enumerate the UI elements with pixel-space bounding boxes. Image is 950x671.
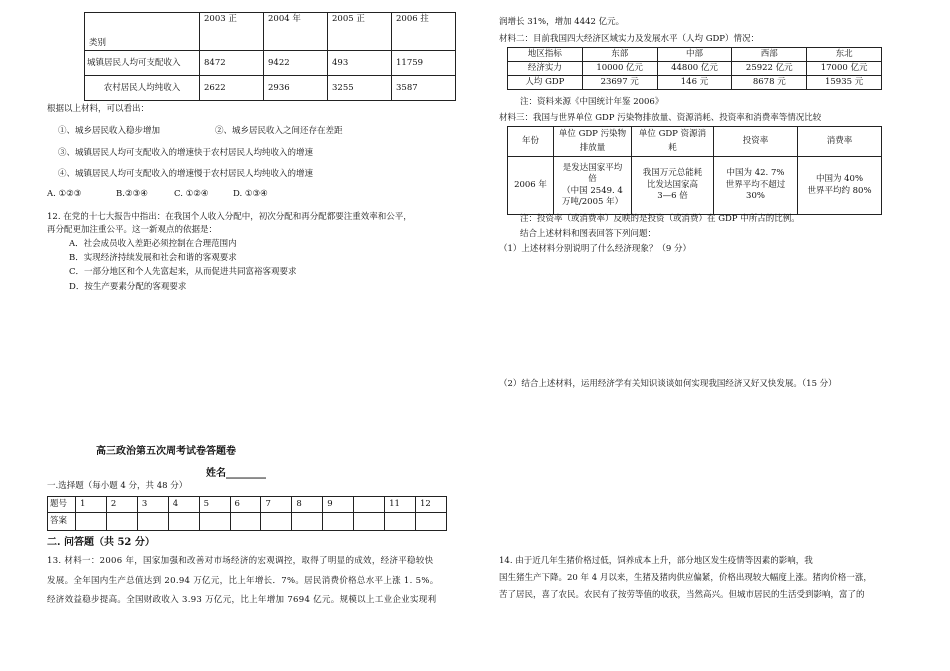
q13-material3-heading: 材料三：我国与世界单位 GDP 污染物排放量、资源消耗、投资率和消费率等情况比较 bbox=[499, 113, 822, 123]
answer-cell[interactable] bbox=[354, 513, 385, 531]
region-header-east: 东部 bbox=[582, 48, 657, 62]
region-cell: 8678 元 bbox=[732, 76, 807, 90]
question-number-cell: 7 bbox=[261, 497, 292, 513]
ratio-note: 注：投资率（或消费率）反映的是投资（或消费）在 GDP 中所占的比例。 bbox=[520, 214, 800, 224]
compare-investment-cell bbox=[714, 157, 798, 215]
compare-resource-line: 3—6 倍 bbox=[657, 191, 688, 202]
q13-line2: 发展。全年国内生产总值达到 20.94 万亿元，比上年增长．7%。居民消费价格总水平上涨 1. 5%。 bbox=[47, 576, 439, 586]
essay-section-heading: 二. 问答题（共 52 分） bbox=[47, 537, 155, 548]
region-row-strength-label: 经济实力 bbox=[508, 62, 583, 76]
answer-cell[interactable] bbox=[415, 513, 446, 531]
q11-option-3: ③、城镇居民人均可支配收入的增速快于农村居民人均纯收入的增速 bbox=[58, 148, 314, 158]
income-row-urban-label: 城镇居民人均可支配收入 bbox=[85, 51, 200, 76]
compare-investment-line: 世界平均不超过 bbox=[725, 179, 786, 190]
region-header-indicator: 地区指标 bbox=[508, 48, 583, 62]
income-header-category: 类别 bbox=[85, 13, 200, 51]
answer-cell[interactable] bbox=[261, 513, 292, 531]
compare-pollution-line: 倍 bbox=[588, 174, 597, 185]
q12-option-c: C．一部分地区和个人先富起来，从而促进共同富裕客观要求 bbox=[69, 267, 297, 277]
q12-option-a: A．社会成员收入差距必须控制在合理范围内 bbox=[69, 239, 237, 249]
q12-option-d: D．按生产要素分配的客观要求 bbox=[69, 282, 187, 292]
income-cell: 8472 bbox=[200, 51, 264, 76]
region-cell: 146 元 bbox=[657, 76, 732, 90]
answer-cell[interactable] bbox=[199, 513, 230, 531]
compare-consumption-line: 世界平均约 80% bbox=[807, 185, 872, 196]
income-cell: 3587 bbox=[392, 76, 456, 101]
comparison-table bbox=[507, 126, 882, 215]
q13-sub-question-1: （1）上述材料分别说明了什么经济现象？（9 分） bbox=[499, 244, 692, 254]
q12-stem-line2: 再分配更加注重公平。这一新观点的依据是： bbox=[47, 225, 218, 235]
answer-grid-number-label: 题号 bbox=[48, 497, 76, 513]
answer-cell[interactable] bbox=[385, 513, 416, 531]
region-header-central: 中部 bbox=[657, 48, 732, 62]
answer-grid-answer-label: 答案 bbox=[48, 513, 76, 531]
income-row-rural-label: 农村居民人均纯收入 bbox=[85, 76, 200, 101]
region-cell: 17000 亿元 bbox=[807, 62, 882, 76]
q13-material2-heading: 材料二：目前我国四大经济区域实力及发展水平（人均 GDP）情况： bbox=[499, 34, 760, 44]
compare-header-year: 年份 bbox=[508, 127, 554, 157]
compare-pollution-line: （中国 2549. 4 bbox=[562, 185, 623, 196]
region-row-gdp-label: 人均 GDP bbox=[508, 76, 583, 90]
question-number-cell: 1 bbox=[76, 497, 107, 513]
income-cell: 2936 bbox=[264, 76, 328, 101]
question-number-cell: 6 bbox=[230, 497, 261, 513]
q11-option-2: ②、城乡居民收入之间还存在差距 bbox=[215, 126, 343, 136]
region-cell: 15935 元 bbox=[807, 76, 882, 90]
q13-continued: 润增长 31%，增加 4442 亿元。 bbox=[499, 17, 625, 27]
q13-instruction: 结合上述材料和图表回答下列问题： bbox=[520, 229, 657, 239]
compare-header-resource: 单位 GDP 资源消耗 bbox=[632, 127, 714, 157]
answer-grid bbox=[47, 496, 447, 531]
compare-consumption-line: 中国为 40% bbox=[815, 174, 864, 185]
question-number-cell: 9 bbox=[323, 497, 354, 513]
region-cell: 44800 亿元 bbox=[657, 62, 732, 76]
q13-line3: 经济效益稳步提高。全国财政收入 3.93 万亿元，比上年增加 7694 亿元。规模以上工业企业实现利 bbox=[47, 595, 437, 605]
answer-cell[interactable] bbox=[168, 513, 199, 531]
compare-pollution-line: 是发达国家平均 bbox=[562, 162, 623, 173]
question-number-cell: 8 bbox=[292, 497, 323, 513]
income-table bbox=[84, 12, 456, 101]
question-number-cell: 4 bbox=[168, 497, 199, 513]
compare-pollution-cell bbox=[554, 157, 632, 215]
income-header-2006: 2006 拄 bbox=[392, 13, 456, 51]
choice-section-heading: 一.选择题（每小题 4 分，共 48 分） bbox=[47, 481, 188, 491]
question-number-cell: 5 bbox=[199, 497, 230, 513]
compare-header-consumption: 消费率 bbox=[798, 127, 882, 157]
question-number-cell: 12 bbox=[415, 497, 446, 513]
q14-line2: 国生猪生产下降。20 年 4 月以来，生猪及猪肉供应偏紧，价格出现较大幅度上涨。猪肉价格一涨， bbox=[499, 573, 872, 583]
q12-option-b: B．实现经济持续发展和社会和谐的客观要求 bbox=[69, 253, 237, 263]
answer-cell[interactable] bbox=[323, 513, 354, 531]
answer-cell[interactable] bbox=[76, 513, 107, 531]
income-header-2004: 2004 年 bbox=[264, 13, 328, 51]
income-header-2003: 2003 正 bbox=[200, 13, 264, 51]
region-table bbox=[507, 47, 882, 90]
answer-cell[interactable] bbox=[292, 513, 323, 531]
income-header-2005: 2005 正 bbox=[328, 13, 392, 51]
q11-choice-d: D. ①③④ bbox=[233, 189, 268, 199]
income-cell: 2622 bbox=[200, 76, 264, 101]
compare-pollution-line: 万吨/2005 年） bbox=[561, 196, 624, 207]
compare-investment-line: 30% bbox=[746, 191, 765, 202]
income-cell: 3255 bbox=[328, 76, 392, 101]
q13-line1: 13. 材料一：2006 年，国家加强和改善对市场经济的宏观调控，取得了明显的成效，经济平稳较快 bbox=[47, 556, 434, 566]
compare-header-pollution: 单位 GDP 污染物排放量 bbox=[554, 127, 632, 157]
compare-year-cell: 2006 年 bbox=[508, 157, 554, 215]
region-cell: 23697 元 bbox=[582, 76, 657, 90]
question-number-cell: 2 bbox=[106, 497, 137, 513]
income-cell: 11759 bbox=[392, 51, 456, 76]
source-note: 注：资料来源《中国统计年鉴 2006》 bbox=[520, 97, 664, 107]
region-cell: 10000 亿元 bbox=[582, 62, 657, 76]
question-number-cell bbox=[354, 497, 385, 513]
income-cell: 493 bbox=[328, 51, 392, 76]
answer-sheet-title: 高三政治第五次周考试卷答题卷 bbox=[96, 446, 236, 457]
compare-resource-line: 我国万元总能耗 bbox=[642, 168, 703, 179]
region-header-northeast: 东北 bbox=[807, 48, 882, 62]
compare-header-investment: 投资率 bbox=[714, 127, 798, 157]
compare-resource-cell bbox=[632, 157, 714, 215]
q11-choice-c: C. ①②④ bbox=[174, 189, 209, 199]
compare-investment-line: 中国为 42. 7% bbox=[726, 168, 785, 179]
answer-cell[interactable] bbox=[230, 513, 261, 531]
question-number-cell: 11 bbox=[385, 497, 416, 513]
q11-option-1: ①、城乡居民收入稳步增加 bbox=[58, 126, 161, 136]
compare-resource-line: 比发达国家高 bbox=[646, 179, 698, 190]
student-name-label: 姓名________ bbox=[206, 468, 266, 479]
region-cell: 25922 亿元 bbox=[732, 62, 807, 76]
question-number-cell: 3 bbox=[137, 497, 168, 513]
q13-sub-question-2: （2）结合上述材料，运用经济学有关知识谈谈如何实现我国经济又好又快发展。（15 分） bbox=[499, 379, 837, 389]
answer-cell[interactable] bbox=[137, 513, 168, 531]
answer-cell[interactable] bbox=[106, 513, 137, 531]
q12-stem-line1: 12. 在党的十七大报告中指出：在我国个人收入分配中，初次分配和再分配都要注重效率和公平， bbox=[47, 212, 412, 222]
q11-option-4: ④、城镇居民人均可支配收入的增速慢于农村居民人均纯收入的增速 bbox=[58, 169, 314, 179]
income-cell: 9422 bbox=[264, 51, 328, 76]
q11-choice-b: B.②③④ bbox=[116, 189, 148, 199]
q11-intro: 根据以上材料，可以看出： bbox=[47, 104, 150, 114]
q11-choice-a: A. ①②③ bbox=[47, 189, 82, 199]
region-header-west: 西部 bbox=[732, 48, 807, 62]
q14-line1: 14. 由于近几年生猪价格过低，饲养成本上升，部分地区发生疫情等因素的影响，我 bbox=[499, 556, 813, 566]
q14-line3: 苦了居民，喜了农民。农民有了按劳等值的收获，当然高兴。但城市居民的生活受到影响，富了的 bbox=[499, 590, 865, 600]
compare-consumption-cell bbox=[798, 157, 882, 215]
